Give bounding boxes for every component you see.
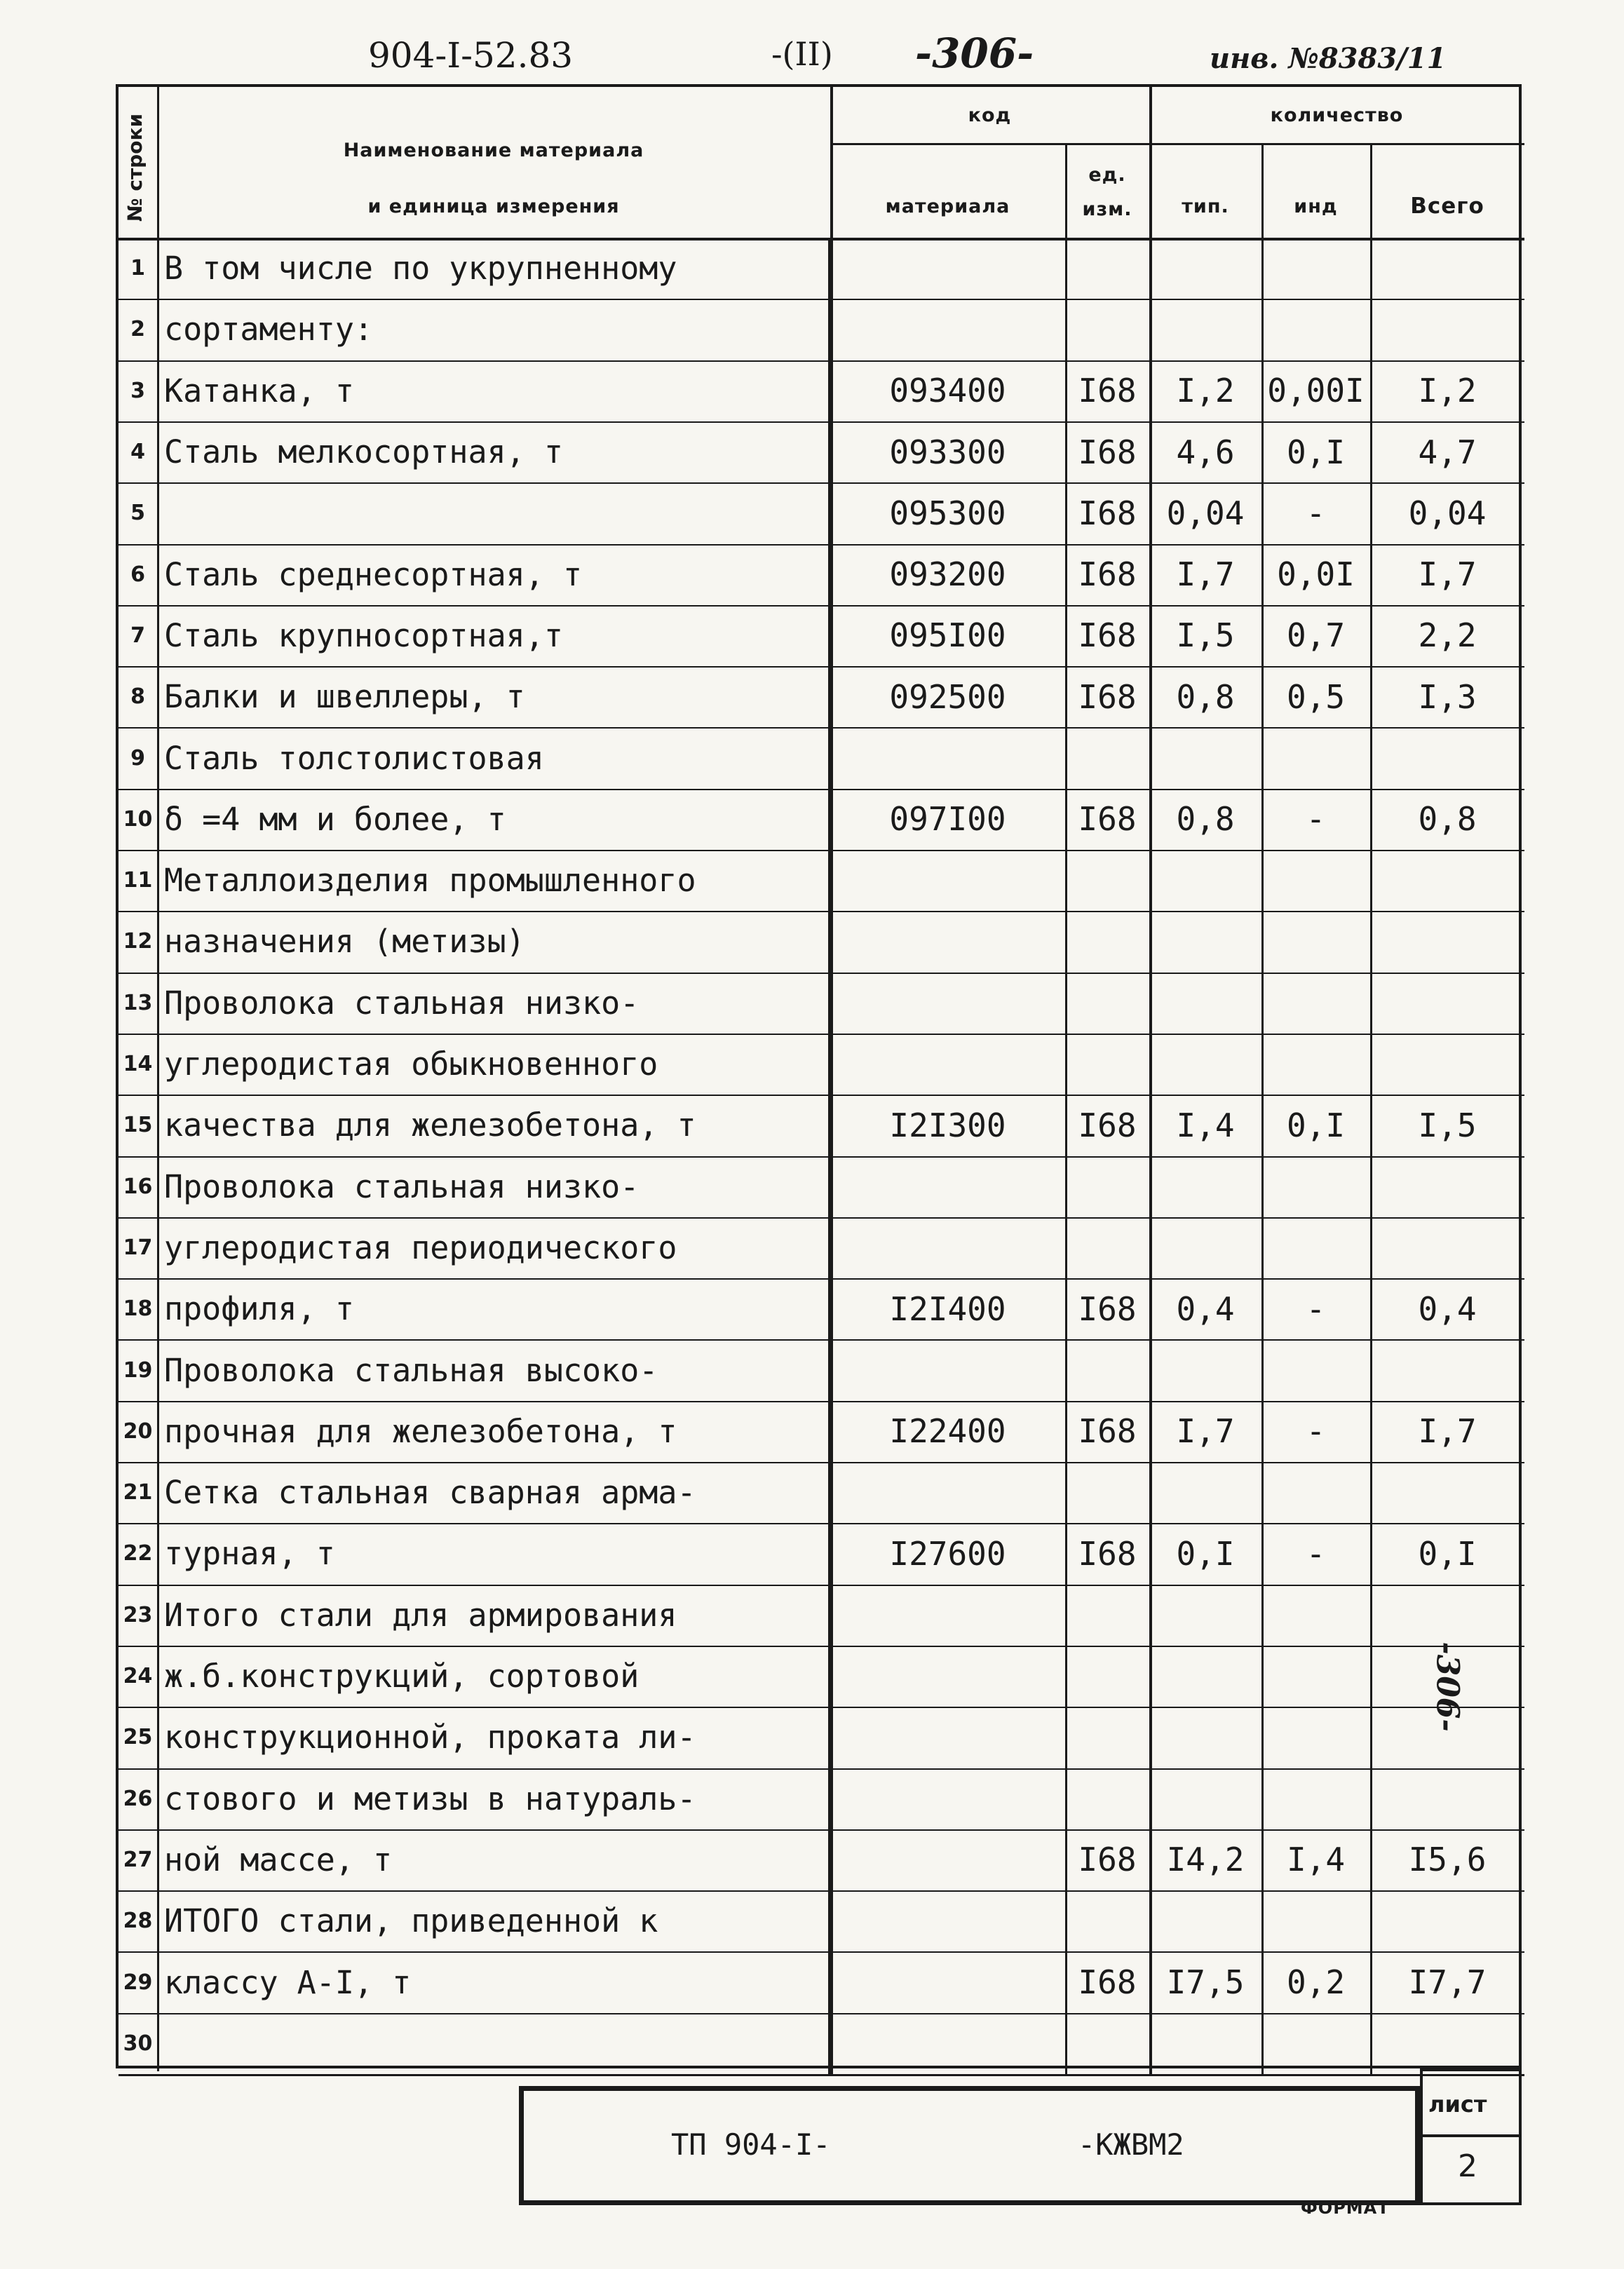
unit-code bbox=[1065, 973, 1149, 1034]
qty-total bbox=[1370, 1768, 1524, 1829]
material-code bbox=[830, 299, 1065, 360]
unit-code bbox=[1065, 1585, 1149, 1646]
unit-code bbox=[1065, 299, 1149, 360]
materials-table bbox=[116, 84, 1522, 2068]
material-name: Проволока стальная низко- bbox=[164, 984, 640, 1022]
qty-total bbox=[1370, 2013, 1524, 2074]
material-name bbox=[157, 482, 830, 543]
qty-typ bbox=[1149, 1217, 1261, 1278]
column-header-material: материала bbox=[885, 195, 1010, 217]
column-header-name-2 bbox=[157, 185, 830, 227]
material-name: Сталь крупносортная,т bbox=[164, 616, 563, 654]
qty-typ bbox=[1149, 911, 1261, 972]
material-name: классу А-I, т bbox=[164, 1963, 412, 2001]
qty-ind bbox=[1261, 1890, 1370, 1951]
qty-total bbox=[1370, 1034, 1524, 1095]
qty-total bbox=[1370, 727, 1524, 788]
column-header-name-line2: и единица измерения bbox=[367, 195, 620, 217]
qty-total: I,5 bbox=[1418, 1106, 1477, 1144]
unit-code: I68 bbox=[1078, 1289, 1137, 1328]
qty-typ: 0,8 bbox=[1176, 800, 1235, 839]
qty-typ: 0,I bbox=[1176, 1534, 1235, 1573]
material-name: Балки и швеллеры, т bbox=[164, 678, 525, 716]
unit-code: I68 bbox=[1078, 616, 1137, 655]
material-name: Сталь толстолистовая bbox=[164, 739, 544, 777]
row-number: 1 bbox=[130, 256, 145, 281]
row-number: 7 bbox=[130, 623, 145, 648]
qty-ind: 0,2 bbox=[1286, 1963, 1346, 2002]
qty-total bbox=[1370, 1156, 1524, 1217]
material-code bbox=[830, 1890, 1065, 1951]
qty-typ bbox=[1149, 1156, 1261, 1217]
qty-ind: 0,0I bbox=[1277, 555, 1355, 594]
unit-code bbox=[1065, 1339, 1149, 1400]
qty-ind bbox=[1261, 1707, 1370, 1768]
material-code: 093400 bbox=[889, 372, 1006, 410]
unit-code bbox=[1065, 1462, 1149, 1523]
material-name: турная, т bbox=[164, 1535, 335, 1573]
column-header-row-number: № строки bbox=[123, 113, 147, 222]
row-number: 3 bbox=[130, 378, 145, 403]
material-code bbox=[830, 1217, 1065, 1278]
row-number: 21 bbox=[123, 1480, 153, 1505]
column-header-code: код bbox=[968, 104, 1012, 126]
material-name: Проволока стальная высоко- bbox=[164, 1351, 658, 1389]
row-number: 22 bbox=[123, 1541, 153, 1566]
row-number: 28 bbox=[123, 1909, 153, 1934]
qty-typ: I4,2 bbox=[1166, 1841, 1245, 1879]
row-number: 17 bbox=[123, 1235, 153, 1260]
qty-ind bbox=[1261, 1462, 1370, 1523]
material-name: ИТОГО стали, приведенной к bbox=[164, 1902, 658, 1940]
row-number: 26 bbox=[123, 1786, 153, 1811]
qty-ind bbox=[1261, 1339, 1370, 1400]
row-number: 16 bbox=[123, 1174, 153, 1199]
qty-total bbox=[1370, 850, 1524, 911]
qty-ind: 0,I bbox=[1286, 433, 1346, 471]
material-code bbox=[830, 1339, 1065, 1400]
document-code: 904-I-52.83 bbox=[368, 35, 574, 76]
unit-code bbox=[1065, 911, 1149, 972]
qty-ind bbox=[1261, 911, 1370, 972]
title-block bbox=[519, 2086, 1420, 2205]
material-code bbox=[830, 1034, 1065, 1095]
material-name: углеродистая периодического bbox=[164, 1228, 677, 1266]
row-number: 10 bbox=[123, 806, 153, 832]
unit-code: I68 bbox=[1078, 1841, 1137, 1879]
sheet-box-divider bbox=[1423, 2134, 1519, 2137]
qty-ind: - bbox=[1306, 494, 1326, 532]
material-code bbox=[830, 727, 1065, 788]
material-code: 093200 bbox=[889, 555, 1006, 594]
qty-total bbox=[1370, 1462, 1524, 1523]
row-number: 14 bbox=[123, 1052, 153, 1077]
qty-typ: 4,6 bbox=[1176, 433, 1235, 471]
qty-typ bbox=[1149, 1768, 1261, 1829]
material-code bbox=[830, 238, 1065, 299]
unit-code: I68 bbox=[1078, 677, 1137, 716]
qty-total: I,7 bbox=[1418, 1412, 1477, 1451]
qty-typ bbox=[1149, 973, 1261, 1034]
qty-total: I5,6 bbox=[1408, 1841, 1487, 1879]
qty-total bbox=[1370, 1339, 1524, 1400]
column-header-name-line1: Наименование материала bbox=[343, 139, 644, 161]
qty-typ bbox=[1149, 727, 1261, 788]
material-code: 092500 bbox=[889, 677, 1006, 716]
material-name: прочная для железобетона, т bbox=[164, 1412, 677, 1450]
qty-typ bbox=[1149, 238, 1261, 299]
material-name: Проволока стальная низко- bbox=[164, 1167, 640, 1205]
unit-code: I68 bbox=[1078, 372, 1137, 410]
material-code bbox=[830, 1585, 1065, 1646]
qty-total: I,3 bbox=[1418, 677, 1477, 716]
qty-ind bbox=[1261, 1156, 1370, 1217]
material-code bbox=[830, 1768, 1065, 1829]
unit-code bbox=[1065, 1707, 1149, 1768]
material-code: I22400 bbox=[889, 1412, 1006, 1451]
qty-ind: - bbox=[1306, 1412, 1326, 1451]
column-header-unit bbox=[1065, 147, 1149, 238]
material-name: назначения (метизы) bbox=[164, 923, 525, 961]
unit-code: I68 bbox=[1078, 433, 1137, 471]
sheet-label: лист bbox=[1428, 2091, 1487, 2118]
unit-code bbox=[1065, 850, 1149, 911]
unit-code bbox=[1065, 1890, 1149, 1951]
material-name: стового и метизы в натураль- bbox=[164, 1780, 696, 1817]
material-code bbox=[830, 911, 1065, 972]
column-header-unit-line2: изм. bbox=[1082, 198, 1132, 220]
qty-total: 0,8 bbox=[1418, 800, 1477, 839]
unit-code bbox=[1065, 1156, 1149, 1217]
qty-typ bbox=[1149, 1707, 1261, 1768]
sheet-number: 2 bbox=[1458, 2148, 1477, 2184]
qty-total: 2,2 bbox=[1418, 616, 1477, 655]
material-code bbox=[830, 2013, 1065, 2074]
row-number: 20 bbox=[123, 1418, 153, 1444]
qty-total bbox=[1370, 238, 1524, 299]
qty-total bbox=[1370, 973, 1524, 1034]
qty-total: 0,04 bbox=[1408, 494, 1487, 532]
row-number: 15 bbox=[123, 1113, 153, 1138]
column-header-ind: инд bbox=[1294, 195, 1338, 217]
unit-code: I68 bbox=[1078, 555, 1137, 594]
material-code bbox=[830, 1156, 1065, 1217]
qty-total: I,7 bbox=[1418, 555, 1477, 594]
qty-typ: I,2 bbox=[1176, 372, 1235, 410]
qty-ind bbox=[1261, 850, 1370, 911]
qty-ind: - bbox=[1306, 1534, 1326, 1573]
qty-total bbox=[1370, 1890, 1524, 1951]
qty-typ bbox=[1149, 850, 1261, 911]
qty-ind bbox=[1261, 1585, 1370, 1646]
body-bottom-line bbox=[119, 2074, 1524, 2076]
row-number: 18 bbox=[123, 1296, 153, 1322]
row-number: 23 bbox=[123, 1602, 153, 1627]
format-label: ФОРМАТ bbox=[1301, 2198, 1390, 2218]
column-header-unit-line1: ед. bbox=[1088, 164, 1126, 186]
qty-typ bbox=[1149, 1646, 1261, 1707]
material-code bbox=[830, 1951, 1065, 2012]
unit-code: I68 bbox=[1078, 494, 1137, 532]
qty-typ: I,4 bbox=[1176, 1106, 1235, 1144]
qty-ind bbox=[1261, 727, 1370, 788]
qty-ind bbox=[1261, 1217, 1370, 1278]
unit-code bbox=[1065, 1217, 1149, 1278]
material-name: Металлоизделия промышленного bbox=[164, 862, 696, 900]
row-number: 29 bbox=[123, 1970, 153, 1995]
material-name: сортаменту: bbox=[164, 311, 374, 348]
row-number: 11 bbox=[123, 868, 153, 893]
qty-typ: I,7 bbox=[1176, 555, 1235, 594]
material-name: Катанка, т bbox=[164, 372, 354, 409]
row-number: 19 bbox=[123, 1357, 153, 1383]
qty-ind bbox=[1261, 973, 1370, 1034]
qty-typ: 0,04 bbox=[1166, 494, 1245, 532]
qty-total bbox=[1370, 1217, 1524, 1278]
material-code: I2I300 bbox=[889, 1106, 1006, 1144]
unit-code: I68 bbox=[1078, 1534, 1137, 1573]
unit-code: I68 bbox=[1078, 800, 1137, 839]
material-name: Сетка стальная сварная арма- bbox=[164, 1474, 696, 1512]
row-number: 24 bbox=[123, 1664, 153, 1689]
inventory-number: инв. №8383/11 bbox=[1210, 42, 1447, 75]
unit-code bbox=[1065, 1768, 1149, 1829]
qty-total bbox=[1370, 1585, 1524, 1646]
material-name: Итого стали для армирования bbox=[164, 1596, 677, 1634]
side-page-note: -306- bbox=[1429, 1641, 1466, 1732]
material-name: конструкционной, проката ли- bbox=[164, 1719, 696, 1756]
material-name: Сталь среднесортная, т bbox=[164, 555, 583, 593]
material-name: δ =4 мм и более, т bbox=[164, 800, 506, 838]
qty-ind: 0,7 bbox=[1286, 616, 1346, 655]
material-name: ной массе, т bbox=[164, 1841, 393, 1878]
unit-code: I68 bbox=[1078, 1106, 1137, 1144]
material-name: профиля, т bbox=[164, 1290, 354, 1328]
row-number: 25 bbox=[123, 1725, 153, 1750]
qty-total: I,2 bbox=[1418, 372, 1477, 410]
material-code bbox=[830, 1707, 1065, 1768]
qty-ind bbox=[1261, 1646, 1370, 1707]
qty-ind: I,4 bbox=[1286, 1841, 1346, 1879]
qty-typ: 0,8 bbox=[1176, 677, 1235, 716]
unit-code: I68 bbox=[1078, 1963, 1137, 2002]
material-code bbox=[830, 973, 1065, 1034]
material-code: 095300 bbox=[889, 494, 1006, 532]
column-header-name bbox=[157, 129, 830, 171]
qty-typ bbox=[1149, 299, 1261, 360]
qty-ind bbox=[1261, 299, 1370, 360]
qty-total: 0,4 bbox=[1418, 1289, 1477, 1328]
qty-total bbox=[1370, 911, 1524, 972]
qty-typ bbox=[1149, 1339, 1261, 1400]
qty-typ: I,7 bbox=[1176, 1412, 1235, 1451]
material-code bbox=[830, 1462, 1065, 1523]
material-name: Сталь мелкосортная, т bbox=[164, 433, 563, 471]
material-code: 095I00 bbox=[889, 616, 1006, 655]
qty-typ bbox=[1149, 2013, 1261, 2074]
qty-ind bbox=[1261, 238, 1370, 299]
material-code bbox=[830, 850, 1065, 911]
material-code: 097I00 bbox=[889, 800, 1006, 839]
row-number: 9 bbox=[130, 745, 145, 771]
qty-ind: - bbox=[1306, 800, 1326, 839]
qty-total bbox=[1370, 299, 1524, 360]
row-number: 2 bbox=[130, 317, 145, 342]
material-code bbox=[830, 1829, 1065, 1890]
unit-code bbox=[1065, 1034, 1149, 1095]
unit-code bbox=[1065, 1646, 1149, 1707]
row-number: 27 bbox=[123, 1847, 153, 1872]
qty-total: 0,I bbox=[1418, 1534, 1477, 1573]
row-number: 12 bbox=[123, 929, 153, 954]
document-part: -(II) bbox=[771, 35, 833, 73]
unit-code bbox=[1065, 2013, 1149, 2074]
qty-total: 4,7 bbox=[1418, 433, 1477, 471]
material-name bbox=[157, 2013, 830, 2074]
column-header-quantity: количество bbox=[1270, 104, 1404, 126]
project-code-left: ТП 904-I- bbox=[671, 2127, 831, 2162]
material-name: В том числе по укрупненному bbox=[164, 250, 677, 287]
qty-ind bbox=[1261, 2013, 1370, 2074]
row-number: 13 bbox=[123, 990, 153, 1015]
column-header-total: Всего bbox=[1410, 194, 1484, 219]
qty-typ bbox=[1149, 1890, 1261, 1951]
project-code-right: -КЖВМ2 bbox=[1078, 2127, 1184, 2162]
unit-code bbox=[1065, 727, 1149, 788]
qty-ind: 0,00I bbox=[1267, 372, 1365, 410]
material-code bbox=[830, 1646, 1065, 1707]
material-code: I2I400 bbox=[889, 1289, 1006, 1328]
qty-total: I7,7 bbox=[1408, 1963, 1487, 2002]
material-code: 093300 bbox=[889, 433, 1006, 471]
column-header-typ: тип. bbox=[1182, 195, 1229, 217]
row-number: 8 bbox=[130, 684, 145, 710]
unit-code bbox=[1065, 238, 1149, 299]
material-name: качества для железобетона, т bbox=[164, 1106, 696, 1144]
unit-code: I68 bbox=[1078, 1412, 1137, 1451]
material-code: I27600 bbox=[889, 1534, 1006, 1573]
qty-typ: I,5 bbox=[1176, 616, 1235, 655]
qty-ind: - bbox=[1306, 1289, 1326, 1328]
qty-ind bbox=[1261, 1768, 1370, 1829]
qty-ind: 0,5 bbox=[1286, 677, 1346, 716]
header-code-underline bbox=[830, 143, 1524, 145]
qty-typ bbox=[1149, 1585, 1261, 1646]
page-number: -306- bbox=[915, 29, 1034, 77]
material-name: ж.б.конструкций, сортовой bbox=[164, 1658, 640, 1695]
sheet-number-box bbox=[1420, 2068, 1522, 2205]
row-number: 5 bbox=[130, 501, 145, 526]
qty-typ bbox=[1149, 1034, 1261, 1095]
qty-typ: 0,4 bbox=[1176, 1289, 1235, 1328]
row-number: 30 bbox=[123, 2031, 153, 2056]
qty-ind bbox=[1261, 1034, 1370, 1095]
row-number: 6 bbox=[130, 562, 145, 587]
material-name: углеродистая обыкновенного bbox=[164, 1045, 658, 1083]
row-number: 4 bbox=[130, 440, 145, 465]
qty-ind: 0,I bbox=[1286, 1106, 1346, 1144]
qty-typ bbox=[1149, 1462, 1261, 1523]
qty-typ: I7,5 bbox=[1166, 1963, 1245, 2002]
